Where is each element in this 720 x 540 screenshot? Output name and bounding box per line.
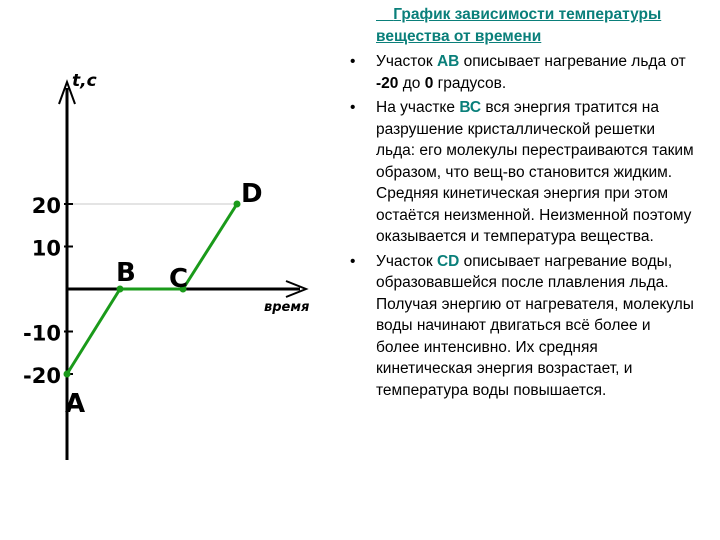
point-a [64, 371, 71, 378]
item-text: градусов. [433, 74, 507, 92]
point-label-b: B [116, 258, 136, 288]
y-tick-label: 20 [31, 194, 61, 218]
temperature-graph [0, 0, 345, 540]
point-label-d: D [241, 179, 263, 209]
y-axis-label: t,c [72, 71, 97, 91]
list-item-ab [350, 51, 695, 94]
point-label-a: A [65, 389, 86, 419]
value-to: 0 [424, 74, 434, 92]
y-tick-label: -20 [23, 364, 61, 388]
segment-cd [183, 204, 237, 289]
value-from: -20 [376, 74, 399, 92]
x-axis-label: время [264, 300, 310, 315]
list-item-cd [350, 251, 695, 402]
title-lead [376, 6, 393, 23]
explanation-list [350, 51, 695, 401]
y-tick-label: 10 [31, 236, 61, 261]
y-tick-label: -10 [23, 321, 61, 346]
point-label-c: C [169, 264, 189, 294]
item-text: вся энергия тратится на разрушение кристаллической решетки льда: его молекулы перестраиваются таким образом, что вещ-во становится жидким. Средняя кинетическая энергия при этом остаётся неизменной. Неизменной поэтому оказывается и температура вещества. [376, 99, 694, 245]
item-text: описывает нагревание воды, образовавшейся после плавления льда. Получая энергию от нагревателя, молекулы воды начинают двигаться всё более и более интенсивно. Их средняя кинетическая энергия возрастает, и температура воды повышается. [376, 252, 694, 399]
page-title [350, 4, 695, 47]
segment-label-ab: АВ [436, 53, 460, 70]
list-item-bc [350, 97, 695, 248]
segment-label-bc: ВС [459, 99, 482, 116]
item-text: Участок [376, 252, 437, 270]
segment-label-cd: CD [436, 252, 460, 270]
item-text: до [398, 74, 425, 92]
segment-ab [67, 289, 120, 374]
explanation-text [350, 4, 695, 404]
item-text: Участок [376, 53, 437, 70]
item-text: описывает нагревание льда от [459, 53, 686, 70]
item-text: На участке [376, 99, 460, 116]
title-text: График зависимости температуры вещества от времени [376, 6, 662, 45]
point-d [234, 201, 241, 208]
